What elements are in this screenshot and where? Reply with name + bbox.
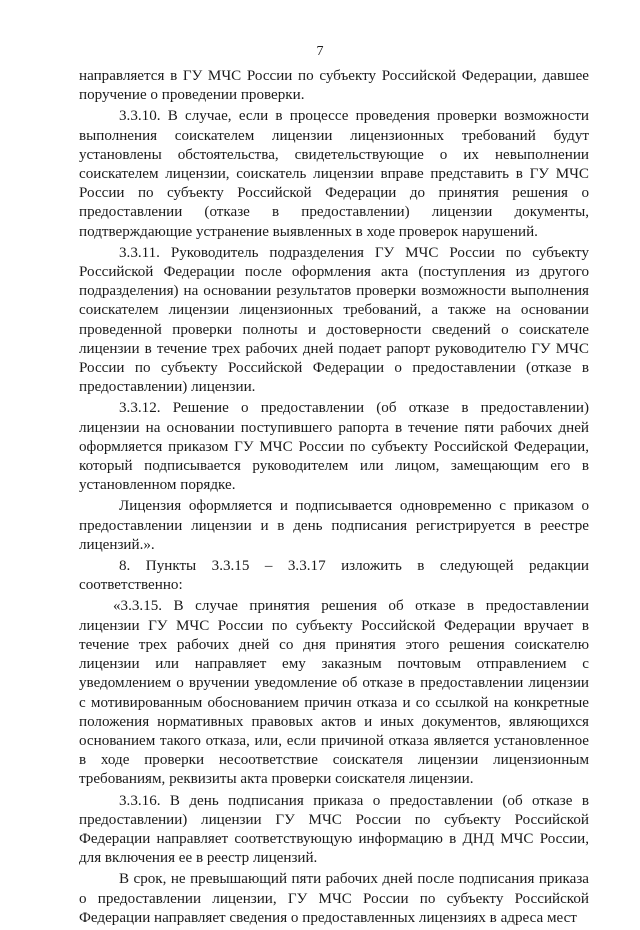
document-body <box>79 67 589 930</box>
paragraph-continuation: направляется в ГУ МЧС России по субъекту Российской Федерации, давшее поручение о проведении проверки. <box>79 68 589 104</box>
page-number: 7 <box>316 44 324 59</box>
paragraph-five-days: В срок, не превышающий пяти рабочих дней после подписания приказа о предоставлении лицензии, ГУ МЧС России по субъекту Российской Федерации направляет сведения о предоставленных лицензиях в адреса мест <box>79 871 589 926</box>
paragraph-3-3-12: 3.3.12. Решение о предоставлении (об отказе в предоставлении) лицензии на основании поступившего рапорта в течение пяти рабочих дней оформляется приказом ГУ МЧС России по субъекту Российской Федерации, который подписывается руководителем или лицом, замещающим его в установленном порядке. <box>79 400 589 494</box>
paragraph-license-registration: Лицензия оформляется и подписывается одновременно с приказом о предоставлении лицензии и в день подписания регистрируется в реестре лицензий.». <box>79 498 589 553</box>
paragraph-3-3-15: «3.3.15. В случае принятия решения об отказе в предоставлении лицензии ГУ МЧС России по субъекту Российской Федерации вручает в течение трех рабочих дней со дня принятия этого решения соискателю лицензии или направляет ему заказным почтовым отправлением с уведомлением о вручении уведомление об отказе в предоставлении лицензии с мотивированным обоснованием причин отказа и со ссылкой на конкретные положения нормативных правовых актов и иных документов, являющихся основанием такого отказа, или, если причиной отказа является установленное в ходе проверки несоответствие соискателя лицензии лицензионным требованиям, реквизиты акта проверки соискателя лицензии. <box>79 598 589 788</box>
paragraph-item-8: 8. Пункты 3.3.15 – 3.3.17 изложить в следующей редакции соответственно: <box>79 558 589 594</box>
paragraph-3-3-16: 3.3.16. В день подписания приказа о предоставлении (об отказе в предоставлении) лицензии ГУ МЧС России по субъекту Российской Федерации направляет соответствующую информацию в ДНД МЧС России, для включения ее в реестр лицензий. <box>79 792 589 867</box>
paragraph-3-3-10: 3.3.10. В случае, если в процессе проведения проверки возможности выполнения соискателем лицензии лицензионных требований будут установлены обстоятельства, свидетельствующие о их невыполнении соискателем лицензии, соискатель лицензии вправе представить в ГУ МЧС России по субъекту Российской Федерации до принятия решения о предоставлении (отказе в предоставлении) лицензии документы, подтверждающие устранение выявленных в ходе проверок нарушений. <box>79 108 589 240</box>
paragraph-3-3-11: 3.3.11. Руководитель подразделения ГУ МЧС России по субъекту Российской Федерации после оформления акта (поступления из другого подразделения) на основании результатов проверки возможности выполнения соискателем лицензии лицензионных требований, а также на основании проведенной проверки полноты и достоверности сведений о соискателе лицензии в течение трех рабочих дней подает рапорт руководителю ГУ МЧС России по субъекту Российской Федерации о предоставлении (отказе в предоставлении) лицензии. <box>79 244 589 396</box>
